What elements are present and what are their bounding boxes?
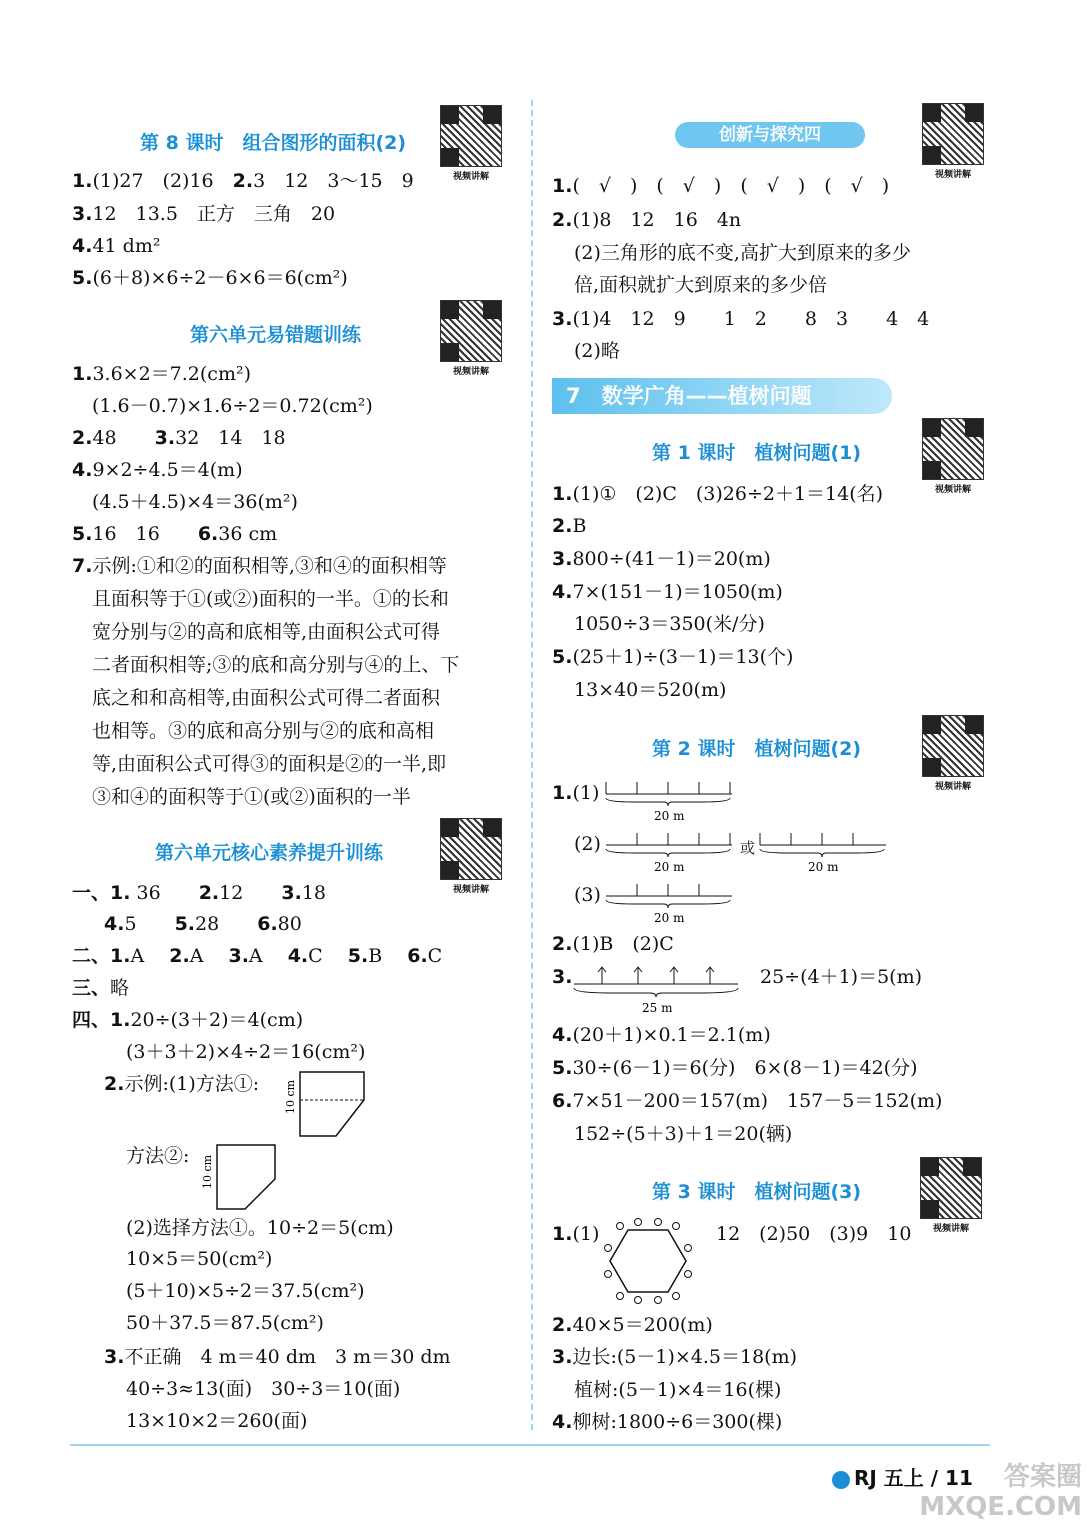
answer: 28 (195, 913, 220, 935)
answer: B (368, 945, 383, 967)
trapezoid-figure-1 (284, 1070, 368, 1140)
answer: (3) (574, 884, 601, 906)
answer: 示例:①和②的面积相等,③和④的面积相等 (92, 555, 447, 577)
column-divider (531, 100, 533, 1430)
fig-label: 10 cm (201, 1154, 214, 1189)
section-title: 第 1 课时 植树问题(1) (652, 442, 862, 464)
qr-icon (440, 300, 502, 362)
qr-code[interactable] (922, 715, 984, 792)
qr-code[interactable] (440, 105, 502, 182)
bottom-rule (70, 1444, 990, 1446)
qr-icon (440, 818, 502, 880)
answer: 倍,面积就扩大到原来的多少倍 (574, 274, 828, 296)
answer: 30÷(6－1)＝6(分) 6×(8－1)＝42(分) (572, 1057, 918, 1079)
answer: 10×5＝50(cm²) (126, 1248, 273, 1270)
qr-icon (922, 715, 984, 777)
answer: 152÷(5＋3)＋1＝20(辆) (574, 1123, 793, 1145)
qr-icon (920, 1157, 982, 1219)
qr-code[interactable] (440, 818, 502, 895)
answer: 12 13.5 正方 三角 20 (92, 203, 336, 225)
qr-caption: 视频讲解 (452, 885, 489, 895)
trapezoid-figure-2 (201, 1143, 285, 1213)
answer: (3＋3＋2)×4÷2＝16(cm²) (126, 1041, 366, 1063)
qr-icon (922, 418, 984, 480)
answer: (1)27 (2)16 (92, 170, 214, 192)
qr-icon (922, 103, 984, 165)
answer: (2) (574, 833, 601, 855)
section-title: 第 2 课时 植树问题(2) (652, 738, 862, 760)
answer: B (572, 515, 587, 537)
answer: C (308, 945, 323, 967)
answer: 植树:(5－1)×4＝16(棵) (574, 1379, 782, 1401)
answer: 1050÷3＝350(米/分) (574, 613, 765, 635)
length-label: 20 m (654, 911, 685, 925)
qr-code[interactable] (922, 103, 984, 180)
section-title: 第 3 课时 植树问题(3) (652, 1181, 862, 1203)
answer: 12 (2)50 (3)9 10 (716, 1223, 912, 1245)
section-pill: 创新与探究四 (675, 122, 865, 148)
answer: (5＋10)×5÷2＝37.5(cm²) (126, 1280, 365, 1302)
qr-caption: 视频讲解 (934, 170, 971, 180)
answer: 48 (92, 427, 117, 449)
answer: 800÷(41－1)＝20(m) (572, 548, 771, 570)
answer: 7×51－200＝157(m) 157－5＝152(m) (572, 1090, 943, 1112)
section-title: 第六单元核心素养提升训练 (155, 842, 384, 864)
answer: 80 (277, 913, 302, 935)
answer: 边长:(5－1)×4.5＝18(m) (572, 1346, 798, 1368)
answer: 5 (124, 913, 137, 935)
qr-code[interactable] (440, 300, 502, 377)
answer: 柳树:1800÷6＝300(棵) (572, 1411, 783, 1433)
answer: 底之和和高相等,由面积公式可得二者面积 (92, 687, 441, 709)
answer: (2)三角形的底不变,高扩大到原来的多少 (574, 242, 911, 264)
answer: 16 16 (92, 523, 160, 545)
tree-line-2 (604, 829, 734, 873)
answer: 50＋37.5＝87.5(cm²) (126, 1312, 324, 1334)
answer: 13×10×2＝260(面) (126, 1410, 308, 1432)
answer: 40×5＝200(m) (572, 1314, 713, 1336)
qr-caption: 视频讲解 (452, 367, 489, 377)
answer: 9×2÷4.5＝4(m) (92, 459, 243, 481)
length-label: 20 m (808, 860, 839, 874)
qr-code[interactable] (920, 1157, 982, 1234)
answer: 12 (219, 882, 244, 904)
answer: 二者面积相等;③的底和高分别与④的上、下 (92, 654, 460, 676)
section-title: 第 8 课时 组合图形的面积(2) (140, 132, 407, 154)
answer: ( √ ) ( √ ) ( √ ) ( √ ) (572, 175, 890, 197)
answer: 等,由面积公式可得③的面积是②的一半,即 (92, 753, 447, 775)
answer: 略 (110, 977, 130, 999)
answer: A (248, 945, 263, 967)
qr-icon (440, 105, 502, 167)
answer: 18 (301, 882, 326, 904)
answer: (1)B (2)C (572, 933, 674, 955)
tree-line-3 (758, 829, 888, 873)
answer: (20＋1)×0.1＝2.1(m) (572, 1024, 771, 1046)
qr-caption: 视频讲解 (452, 172, 489, 182)
tree-line-1 (604, 778, 734, 822)
answer: 36 cm (218, 523, 278, 545)
answer: 40÷3≈13(面) 30÷3＝10(面) (126, 1378, 401, 1400)
qr-caption: 视频讲解 (934, 485, 971, 495)
answer: (1)4 12 9 1 2 8 3 4 4 (572, 308, 930, 330)
section-title: 第六单元易错题训练 (190, 324, 362, 346)
unit-banner: 7 数学广角——植树问题 (552, 378, 892, 414)
watermark: 答案圈 MXQE.COM (919, 1462, 1082, 1522)
length-label: 20 m (654, 860, 685, 874)
answer: 且面积等于①(或②)面积的一半。①的长和 (92, 588, 449, 610)
answer: (1.6－0.7)×1.6÷2＝0.72(cm²) (92, 395, 373, 417)
length-label: 20 m (654, 809, 685, 823)
answer: 示例:(1)方法①: (124, 1073, 260, 1095)
answer: 20÷(3＋2)＝4(cm) (130, 1009, 304, 1031)
answer: 宽分别与②的高和底相等,由面积公式可得 (92, 621, 441, 643)
tree-line-5 (572, 962, 740, 1018)
qr-caption: 视频讲解 (932, 1224, 969, 1234)
answer: 不正确 4 m＝40 dm 3 m＝30 dm (124, 1346, 451, 1368)
length-label: 25 m (642, 1001, 673, 1015)
answer: 41 dm² (92, 235, 161, 257)
answer: (25＋1)÷(3－1)＝13(个) (572, 646, 794, 668)
tree-line-4 (604, 880, 734, 924)
answer: 也相等。③的底和高分别与②的底和高相 (92, 720, 435, 742)
qr-code[interactable] (922, 418, 984, 495)
answer: A (189, 945, 204, 967)
answer: (2)选择方法①。10÷2＝5(cm) (126, 1217, 394, 1239)
answer: 7×(151－1)＝1050(m) (572, 581, 783, 603)
page-number: RJ 五上 / 11 (854, 1466, 973, 1490)
answer: A (130, 945, 145, 967)
or-label: 或 (740, 839, 756, 857)
answer: 32 14 18 (175, 427, 286, 449)
fig-label: 10 cm (284, 1079, 297, 1114)
answer: 3 12 3～15 9 (253, 170, 414, 192)
answer: (6＋8)×6÷2－6×6＝6(cm²) (92, 267, 348, 289)
answer: 方法②: (126, 1145, 190, 1167)
answer: (4.5＋4.5)×4＝36(m²) (92, 491, 298, 513)
brand-dot-icon (832, 1471, 850, 1489)
answer: 36 (136, 882, 161, 904)
answer: C (427, 945, 443, 967)
answer: (1)① (2)C (3)26÷2＋1＝14(名) (572, 483, 884, 505)
answer: (1)8 12 16 4n (572, 209, 742, 231)
answer: 25÷(4＋1)＝5(m) (760, 966, 923, 988)
hexagon-figure (602, 1218, 694, 1304)
answer: (2)略 (574, 340, 620, 362)
answer: 13×40＝520(m) (574, 679, 727, 701)
answer: (1) (572, 782, 600, 804)
qr-caption: 视频讲解 (934, 782, 971, 792)
answer: (1) (572, 1223, 600, 1245)
answer: ③和④的面积等于①(或②)面积的一半 (92, 786, 411, 808)
answer: 3.6×2＝7.2(cm²) (92, 363, 251, 385)
